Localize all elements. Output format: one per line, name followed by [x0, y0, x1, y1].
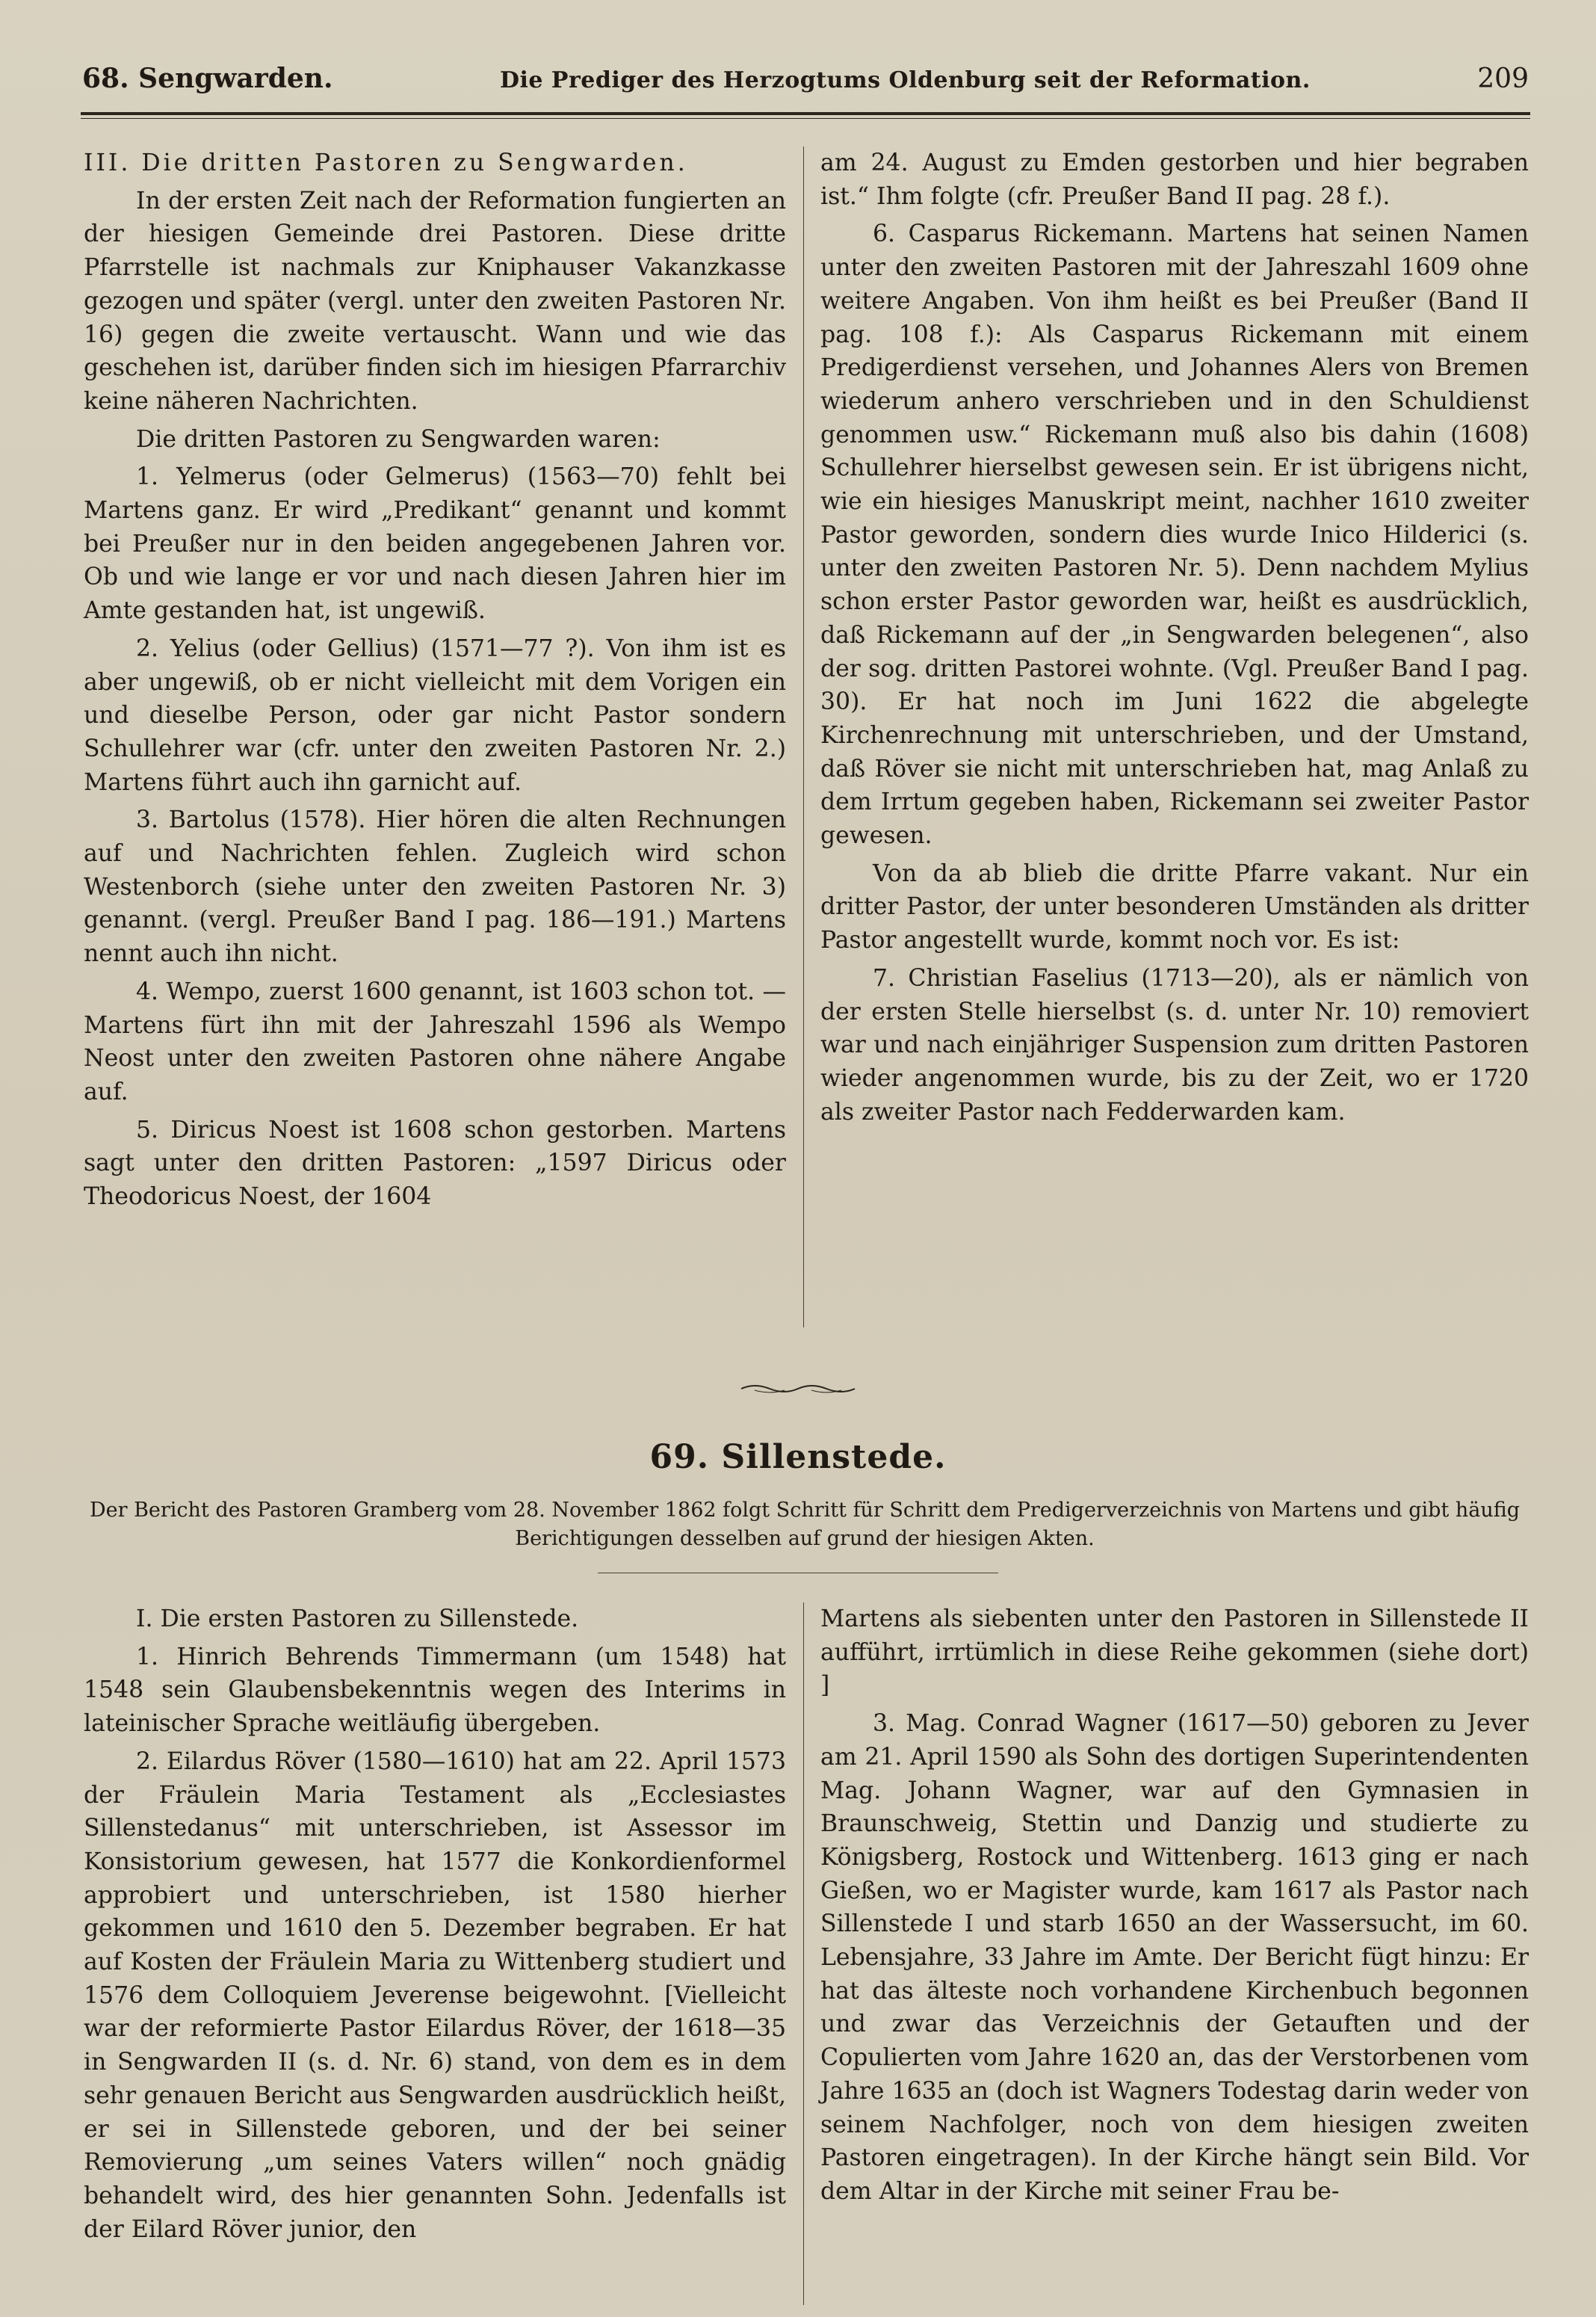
paragraph-entry-6: 6. Casparus Rickemann. Martens hat seinen Namen unter den zweiten Pastoren mit der Jahreszahl 1609 ohne weitere Angaben. Von ihm heißt es bei Preußer (Band II pag. 108 f.): Als Casparus Rickemann mit einem Predigerdienst versehen, und Johannes Alers von Bremen wiederum anhero verschrieben und in den Schuldienst genommen usw.“ Rickemann muß also bis dahin (1608) Schullehrer hierselbst gewesen sein. Er ist übrigens nicht, wie ein hiesiges Manuskript meint, nachher 1610 zweiter Pastor geworden, sondern dies wurde Inico Hilderici (s. unter den zweiten Pastoren Nr. 5). Denn nachdem Mylius schon erster Pastor geworden war, heißt es ausdrücklich, daß Rickemann auf der „in Sengwarden belegenen“, also der sog. dritten Pastorei wohnte. (Vgl. Preußer Band I pag. 30). Er hat noch im Juni 1622 die abgelegte Kirchenrechnung mit unterschrieben, und der Umstand, daß Röver sie nicht mit unterschrieben hat, mag Anlaß zu dem Irrtum gegeben haben, Rickemann sei zweiter Pastor gewesen.	[820, 220, 1529, 850]
paragraph-entry-4: 4. Wempo, zuerst 1600 genannt, ist 1603 schon tot. — Martens fürt ihn mit der Jahreszahl 1596 als Wempo Neost unter den zweiten Pastoren ohne nähere Angabe auf.	[84, 978, 786, 1105]
paragraph: In der ersten Zeit nach der Reformation fungierten an der hiesigen Gemeinde drei Pastoren. Diese dritte Pfarrstelle ist nachmals zur Kniphauser Vakanzkasse gezogen und später (vergl. unter den zweiten Pastoren Nr. 16) gegen die zweite vertauscht. Wann und wie das geschehen ist, darüber finden sich im hiesigen Pfarrarchiv keine näheren Nachrichten.	[84, 187, 786, 415]
paragraph: Martens als siebenten unter den Pastoren in Sillenstede II aufführt, irrtümlich in diese Reihe gekommen (siehe dort) ]	[820, 1605, 1529, 1700]
header-title: Die Prediger des Herzogtums Oldenburg seit der Reformation.	[499, 67, 1311, 93]
header-rule	[81, 112, 1530, 115]
paragraph-entry-7: 7. Christian Faselius (1713—20), als er nämlich von der ersten Stelle hierselbst (s. d. unter Nr. 10) removiert war und nach einjähriger Suspension zum dritten Pastoren wieder angenommen wurde, bis zu der Zeit, wo er 1720 als zweiter Pastor nach Fedderwarden kam.	[820, 964, 1529, 1126]
subsection-heading: III. Die dritten Pastoren zu Sengwarden.	[84, 149, 688, 176]
column-left-bottom	[84, 1602, 786, 2246]
paragraph-entry-1: 1. Hinrich Behrends Timmermann (um 1548) hat 1548 sein Glaubensbekenntnis wegen des Interims in lateinischer Sprache weitläufig übergeben.	[84, 1643, 786, 1738]
column-right-top	[820, 146, 1529, 1129]
paragraph-entry-2: 2. Eilardus Röver (1580—1610) hat am 22. April 1573 der Fräulein Maria Testament als „Ecclesiastes Sillenstedanus“ mit unterschrieben, ist Assessor im Konsistorium gewesen, hat 1577 die Konkordienformel approbiert und unterschrieben, ist 1580 hierher gekommen und 1610 den 5. Dezember begraben. Er hat auf Kosten der Fräulein Maria zu Wittenberg studiert und 1576 dem Colloquiem Jeverense beigewohnt. [Vielleicht war der reformierte Pastor Eilardus Röver, der 1618—35 in Sengwarden II (s. d. Nr. 6) stand, von dem es in dem sehr genauen Bericht aus Sengwarden ausdrücklich heißt, er sei in Sillenstede geboren, und der bei seiner Removierung „um seines Vaters willen“ noch gnädig behandelt wird, des hier genannten Sohn. Jedenfalls ist der Eilard Röver junior, den	[84, 1747, 786, 2243]
section-title: 69. Sillenstede.	[649, 1438, 947, 1476]
paragraph-entry-3: 3. Mag. Conrad Wagner (1617—50) geboren zu Jever am 21. April 1590 als Sohn des dortigen Superintendenten Mag. Johann Wagner, war auf den Gymnasien in Braunschweig, Stettin und Danzig und studierte zu Königsberg, Rostock und Wittenberg. 1613 ging er nach Gießen, wo er Magister wurde, kam 1617 als Pastor nach Sillenstede I und starb 1650 an der Wassersucht, im 60. Lebensjahre, 33 Jahre im Amte. Der Bericht fügt hinzu: Er hat das älteste noch vorhandene Kirchenbuch begonnen und zwar das Verzeichnis der Getauften und der Copulierten vom Jahre 1620 an, das der Verstorbenen vom Jahre 1635 an (doch ist Wagners Todestag darin weder von seinem Nachfolger, noch von dem hiesigen zweiten Pastoren eingetragen). In der Kirche hängt sein Bild. Vor dem Altar in der Kirche mit seiner Frau be-	[820, 1710, 1529, 2205]
header-rule-thin	[81, 118, 1530, 119]
paragraph-entry-3: 3. Bartolus (1578). Hier hören die alten Rechnungen auf und Nachrichten fehlen. Zugleich wird schon Westenborch (siehe unter den zweiten Pastoren Nr. 3) genannt. (vergl. Preußer Band I pag. 186—191.) Martens nennt auch ihn nicht.	[84, 806, 786, 968]
column-divider	[803, 146, 804, 1327]
subsection-heading: I. Die ersten Pastoren zu Sillenstede.	[136, 1605, 579, 1632]
column-right-bottom	[820, 1602, 1529, 2209]
header-section-number: 68. Sengwarden.	[82, 63, 333, 94]
paragraph: am 24. August zu Emden gestorben und hier begraben ist.“ Ihm folgte (cfr. Preußer Band II pag. 28 f.).	[820, 149, 1529, 210]
paragraph: Von da ab blieb die dritte Pfarre vakant. Nur ein dritter Pastor, der unter besonderen Umständen als dritter Pastor angestellt wurde, kommt noch vor. Es ist:	[820, 860, 1529, 954]
section-intro: Der Bericht des Pastoren Gramberg vom 28. November 1862 folgt Schritt für Schritt dem Predigerverzeichnis von Martens und gibt häufig Berichtigungen desselben auf grund der hiesigen Akten.	[89, 1499, 1521, 1550]
running-head	[82, 63, 1529, 108]
column-divider	[803, 1602, 804, 2305]
page-number: 209	[1477, 64, 1529, 94]
column-left-top	[84, 146, 786, 1214]
paragraph-entry-1: 1. Yelmerus (oder Gelmerus) (1563—70) fehlt bei Martens ganz. Er wird „Predikant“ genannt und kommt bei Preußer nur in den beiden angegebenen Jahren vor. Ob und wie lange er vor und nach diesen Jahren hier im Amte gestanden hat, ist ungewiß.	[84, 463, 786, 625]
paragraph: Die dritten Pastoren zu Sengwarden waren:	[136, 425, 661, 453]
paragraph-entry-5: 5. Diricus Noest ist 1608 schon gestorben. Martens sagt unter den dritten Pastoren: „1597 Diricus oder Theodoricus Noest, der 1604	[84, 1116, 786, 1211]
ornament-divider-icon	[740, 1381, 856, 1396]
paragraph-entry-2: 2. Yelius (oder Gellius) (1571—77 ?). Von ihm ist es aber ungewiß, ob er nicht vielleicht mit dem Vorigen ein und dieselbe Person, oder gar nicht Pastor sondern Schullehrer war (cfr. unter den zweiten Pastoren Nr. 2.) Martens führt auch ihn garnicht auf.	[84, 635, 786, 796]
